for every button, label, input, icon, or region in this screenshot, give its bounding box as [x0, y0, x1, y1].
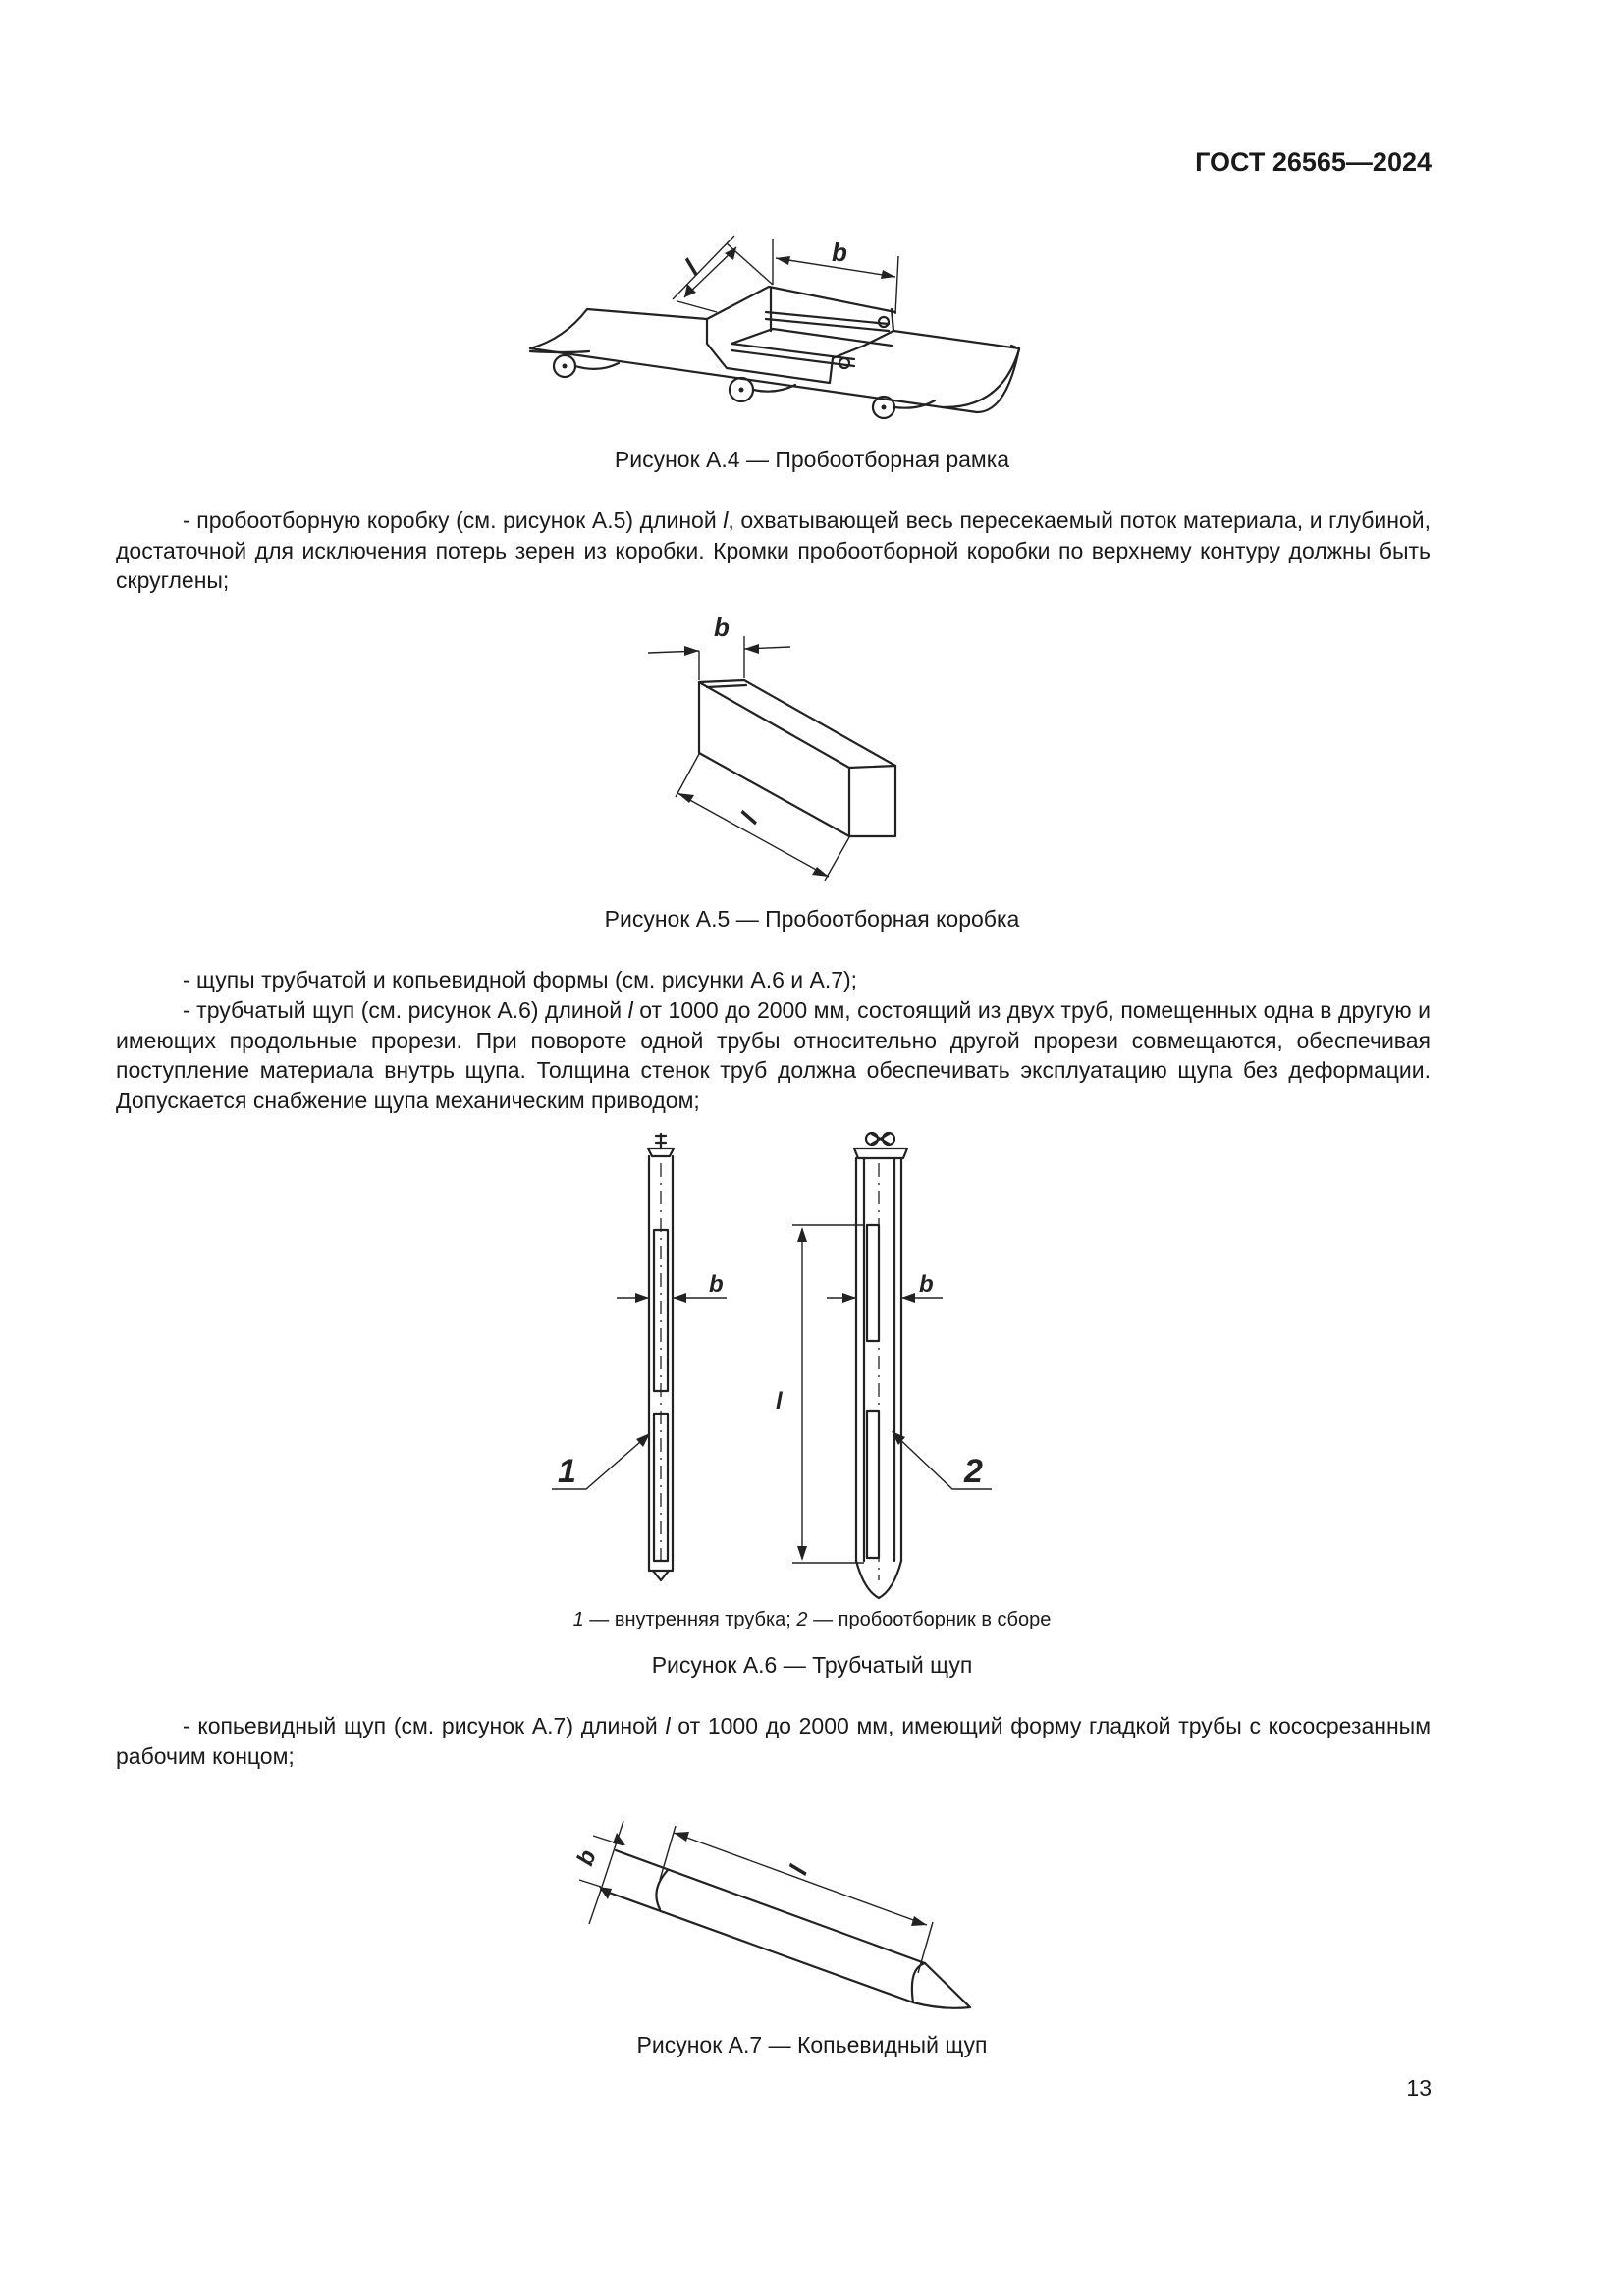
figure-a6-tubular-probe: [0, 1119, 1624, 1590]
figure-a5-label-l: l: [734, 807, 764, 828]
figure-a7-caption: Рисунок А.7 — Копьевидный щуп: [636, 2032, 988, 2057]
figure-a6-label-l: l: [776, 1388, 783, 1415]
figure-a5-caption: Рисунок А.5 — Пробоотборная коробка: [604, 906, 1020, 932]
figure-a4-sampling-frame: [0, 226, 1624, 422]
paragraph-text: от 1000 до 2000 мм, состоящий из двух труб, помещенных одна в другую и имеющих продольные прорези. При повороте одной трубы относительно другой прорези совмещаются, обеспечивая поступление материала внутрь щупа. Толщина стенок труб должна обеспечивать эксплуатацию щупа без деформации. Допускается снабжение щупа механическим приводом;: [116, 997, 1431, 1113]
paragraph-text: от 1000 до 2000 мм, имеющий форму гладкой трубы с кососрезанным рабочим концом;: [116, 1713, 1431, 1769]
figure-a6-callout-2: 2: [964, 1453, 983, 1490]
paragraph-text: - копьевидный щуп (см. рисунок А.7) длиной: [183, 1713, 666, 1738]
page-number: 13: [1406, 2075, 1432, 2101]
figure-a7-lance-probe: [0, 1806, 1624, 2032]
figure-a6-label-b-right: b: [919, 1271, 934, 1298]
paragraph-text: , охватывающей весь пересекаемый поток материала, и глубиной, достаточной для исключения потерь зерен из коробки. Кромки пробоотборной коробки по верхнему контуру должны быть скруглены;: [116, 507, 1431, 593]
variable-l: l: [627, 997, 633, 1023]
document-header: ГОСТ 26565—2024: [1195, 147, 1432, 177]
figure-a5-sampling-box: [0, 609, 1624, 893]
variable-l: l: [665, 1713, 671, 1738]
paragraph-lance-probe: [116, 1711, 1431, 1771]
paragraph-text: - пробоотборную коробку (см. рисунок А.5) длиной: [183, 507, 724, 533]
paragraph-sampling-box: [116, 506, 1431, 596]
variable-l: l: [723, 507, 729, 533]
figure-a6-callout-1: 1: [558, 1453, 576, 1490]
figure-a6-caption: Рисунок А.6 — Трубчатый щуп: [651, 1652, 973, 1678]
figure-a6-legend: [0, 1609, 1624, 1631]
legend-text: — пробоотборник в сборе: [807, 1609, 1052, 1630]
paragraph-probes: [116, 965, 1431, 995]
paragraph-text: - щупы трубчатой и копьевидной формы (см. рисунки А.6 и А.7);: [183, 967, 858, 992]
paragraph-text: - трубчатый щуп (см. рисунок А.6) длиной: [183, 997, 628, 1023]
figure-a5-label-b: b: [714, 613, 730, 642]
figure-a4-caption: Рисунок А.4 — Пробоотборная рамка: [614, 447, 1010, 472]
legend-text: — внутренняя трубка;: [583, 1609, 797, 1630]
figure-a7-label-b: b: [571, 1846, 602, 1870]
legend-number: 2: [796, 1609, 808, 1630]
figure-a7-label-l: l: [783, 1861, 814, 1879]
paragraph-tubular-probe: [116, 995, 1431, 1115]
figure-a6-label-b-left: b: [709, 1271, 724, 1298]
figure-a4-label-l: l: [678, 253, 704, 281]
figure-a4-label-b: b: [832, 238, 847, 267]
legend-number: 1: [572, 1609, 584, 1630]
